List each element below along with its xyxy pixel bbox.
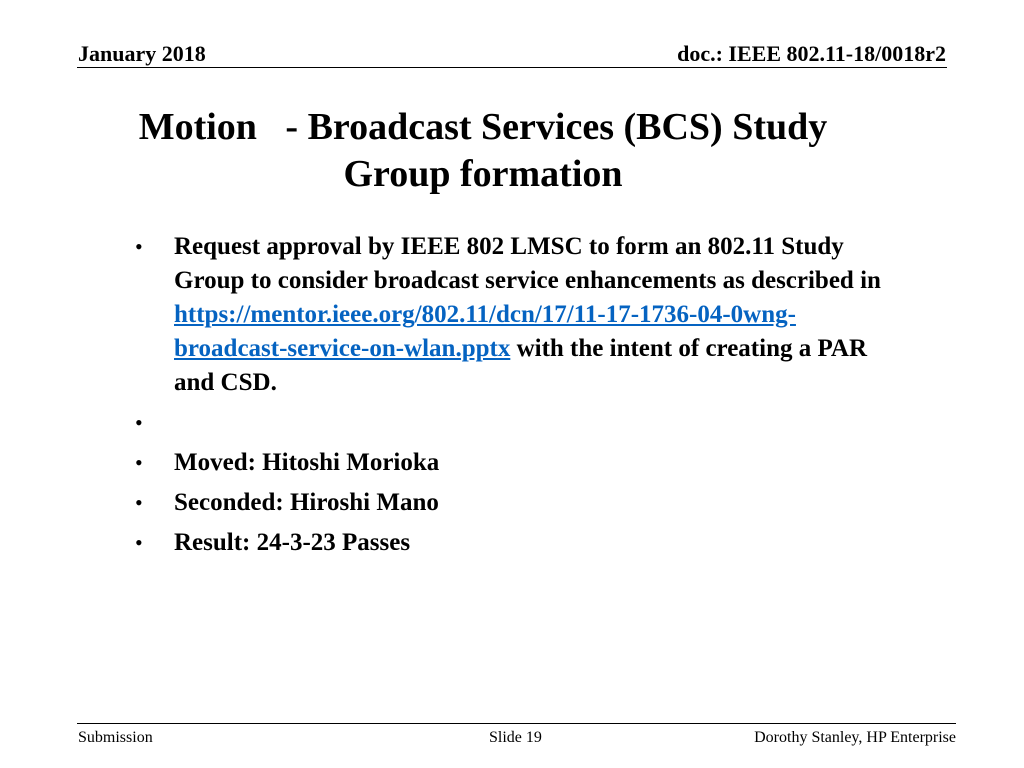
slide-title bbox=[78, 104, 888, 198]
bullet-marker: • bbox=[135, 530, 143, 555]
footer-slide-number: Slide 19 bbox=[489, 729, 542, 746]
moved-text: Moved: Hitoshi Morioka bbox=[174, 449, 440, 476]
footer-author: Dorothy Stanley, HP Enterprise bbox=[754, 729, 956, 746]
slide-title-line-1: Motion - Broadcast Services (BCS) Study bbox=[138, 106, 828, 148]
bullet-seconded bbox=[128, 486, 908, 520]
footer-submission: Submission bbox=[78, 729, 153, 746]
bullet-marker: • bbox=[135, 450, 143, 475]
bullet-marker: • bbox=[135, 410, 143, 435]
document-link[interactable]: https://mentor.ieee.org/802.11/dcn/17/11-17-1736-04-0wng-broadcast-service-on-wlan.pptx bbox=[174, 301, 796, 362]
bullet-empty bbox=[128, 406, 908, 440]
header-doc-id: doc.: IEEE 802.11-18/0018r2 bbox=[677, 41, 946, 66]
bullet-result bbox=[128, 526, 908, 560]
header-divider bbox=[77, 67, 947, 68]
bullet-marker: • bbox=[135, 234, 143, 259]
bullet-motion-text bbox=[128, 230, 908, 400]
slide-title-line-2: Group formation bbox=[343, 153, 623, 195]
bullet-moved bbox=[128, 446, 908, 480]
bullet-marker: • bbox=[135, 490, 143, 515]
bullet-list bbox=[128, 230, 908, 560]
footer-divider bbox=[77, 723, 956, 724]
header-date: January 2018 bbox=[78, 41, 206, 66]
result-text: Result: 24-3-23 Passes bbox=[174, 529, 411, 556]
motion-text-post: with the intent of creating a PAR and CSD. bbox=[174, 335, 867, 396]
motion-text-pre: Request approval by IEEE 802 LMSC to form an 802.11 Study Group to consider broadcast service enhancements as described in bbox=[174, 233, 881, 294]
seconded-text: Seconded: Hiroshi Mano bbox=[174, 489, 439, 516]
